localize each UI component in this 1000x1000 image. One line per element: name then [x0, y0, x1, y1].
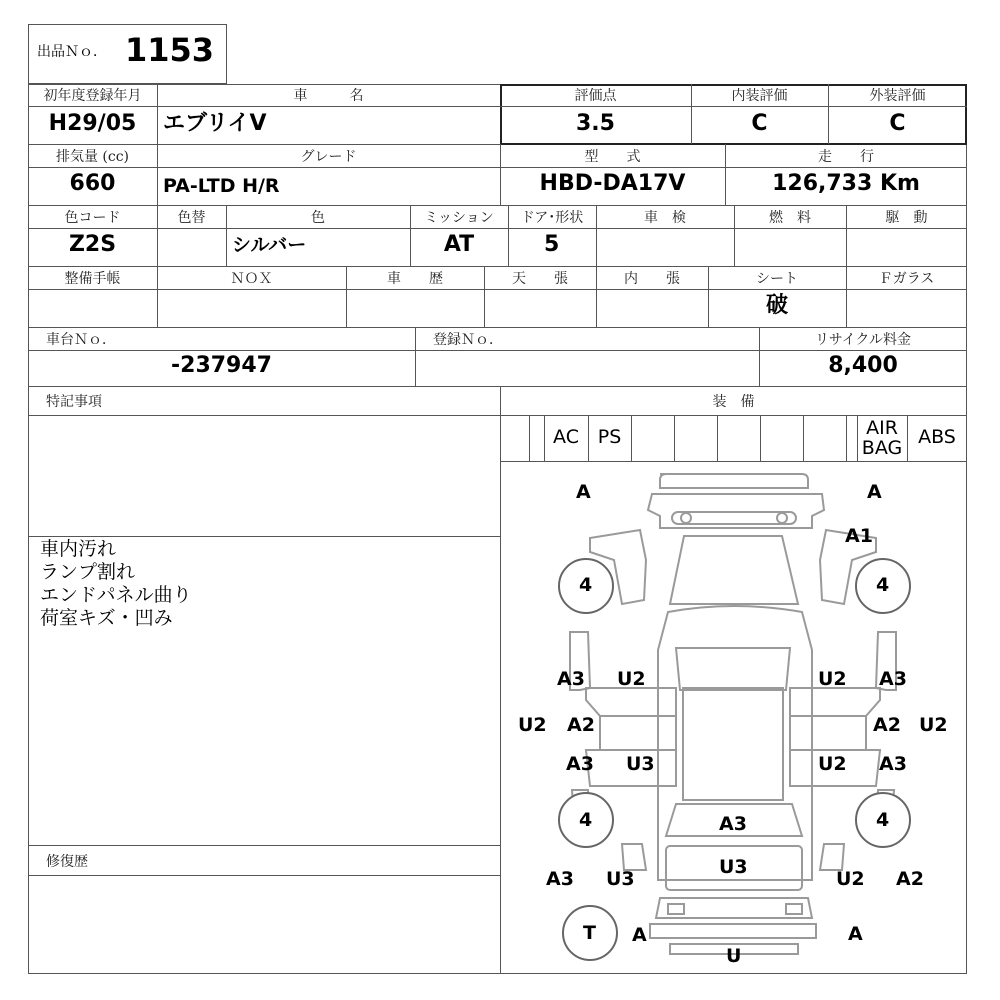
value-color: シルバー [232, 234, 307, 256]
damage-mark: U3 [626, 753, 655, 775]
equipment-item: ABS [918, 426, 956, 448]
damage-mark: U3 [719, 856, 748, 878]
damage-mark: A3 [879, 753, 907, 775]
value-displacement: 660 [69, 171, 116, 196]
damage-mark: A [632, 924, 647, 946]
label-equipment: 装 備 [712, 394, 755, 410]
value-score: 3.5 [576, 111, 615, 136]
value-chassis: -237947 [171, 353, 272, 378]
label-fuel: 燃 料 [769, 210, 811, 226]
tire-mark: 4 [876, 809, 890, 831]
value-grade: PA-LTD H/R [163, 175, 280, 197]
label-interior: 内装評価 [731, 88, 788, 104]
label-repair-history: 修復歴 [46, 854, 88, 870]
damage-mark: A3 [879, 668, 907, 690]
value-color-code: Z2S [68, 232, 117, 257]
damage-mark: A [848, 923, 863, 945]
label-remarks: 特記事項 [46, 394, 102, 410]
damage-mark: U2 [518, 714, 547, 736]
label-seat: シート [756, 271, 798, 287]
value-door: 5 [544, 232, 560, 257]
equipment-item: AIR BAG [861, 417, 903, 459]
remark-note-4: 荷室キズ・凹み [40, 607, 173, 629]
label-model: 型 式 [584, 149, 641, 165]
equipment-item: PS [597, 426, 622, 448]
remark-note-2: ランプ割れ [40, 561, 136, 583]
value-first-registration: H29/05 [48, 111, 137, 136]
label-maintenance-book: 整備手帳 [64, 271, 121, 287]
label-front-glass: Ｆガラス [878, 271, 935, 287]
value-recycle: 8,400 [828, 353, 898, 378]
damage-mark: U2 [617, 668, 646, 690]
damage-mark: U3 [606, 868, 635, 890]
value-mileage: 126,733 Km [772, 171, 920, 196]
label-registration: 登録Ｎｏ． [433, 332, 503, 348]
damage-mark: A2 [567, 714, 595, 736]
value-mission: AT [443, 232, 475, 257]
label-exterior: 外装評価 [869, 88, 926, 104]
label-car-name: 車 名 [293, 88, 364, 104]
tire-mark: 4 [579, 574, 593, 596]
tire-mark: 4 [579, 809, 593, 831]
tire-mark: 4 [876, 574, 890, 596]
label-door: ドア･形状 [520, 210, 584, 226]
label-interior-trim: 内 張 [624, 271, 680, 287]
label-grade: グレード [300, 149, 357, 165]
lot-label: 出品Ｎｏ． [37, 44, 107, 60]
damage-mark: A3 [557, 668, 585, 690]
label-drive: 駆 動 [885, 210, 928, 226]
label-inspection: 車 検 [644, 210, 686, 226]
damage-mark: U2 [919, 714, 948, 736]
damage-mark: A2 [873, 714, 901, 736]
label-color-code: 色コード [64, 210, 121, 226]
damage-mark: A2 [896, 868, 924, 890]
label-score: 評価点 [574, 88, 617, 104]
label-mission: ミッション [424, 210, 494, 226]
value-exterior: C [889, 111, 906, 136]
label-mileage: 走 行 [818, 149, 874, 165]
damage-mark: A3 [566, 753, 594, 775]
label-color: 色 [311, 210, 325, 226]
label-color-change: 色替 [177, 210, 206, 226]
remark-note-1: 車内汚れ [40, 538, 117, 560]
value-model: HBD-DA17V [539, 171, 686, 196]
equipment-item: AC [553, 426, 579, 448]
damage-mark: A3 [546, 868, 574, 890]
label-displacement: 排気量 (cc) [55, 149, 130, 165]
damage-mark: U2 [836, 868, 865, 890]
value-car-name: エブリイV [163, 111, 267, 136]
lot-number: 1153 [125, 31, 215, 69]
damage-mark: A3 [719, 813, 747, 835]
label-nox: ＮＯＸ [230, 271, 273, 287]
value-seat: 破 [765, 293, 788, 318]
damage-mark: A [867, 481, 882, 503]
label-history: 車 歴 [387, 271, 443, 287]
label-headliner: 天 張 [512, 271, 568, 287]
label-recycle: リサイクル料金 [814, 332, 912, 348]
value-interior: C [751, 111, 768, 136]
damage-mark: U2 [818, 753, 847, 775]
remark-note-3: エンドパネル曲り [40, 584, 192, 606]
damage-mark: A [576, 481, 591, 503]
label-first-registration: 初年度登録年月 [43, 88, 142, 104]
damage-mark: U2 [818, 668, 847, 690]
damage-mark: A1 [845, 525, 873, 547]
spare-tire-mark: T [583, 922, 596, 944]
damage-mark: U [726, 945, 742, 967]
label-chassis: 車台Ｎｏ． [46, 332, 116, 348]
